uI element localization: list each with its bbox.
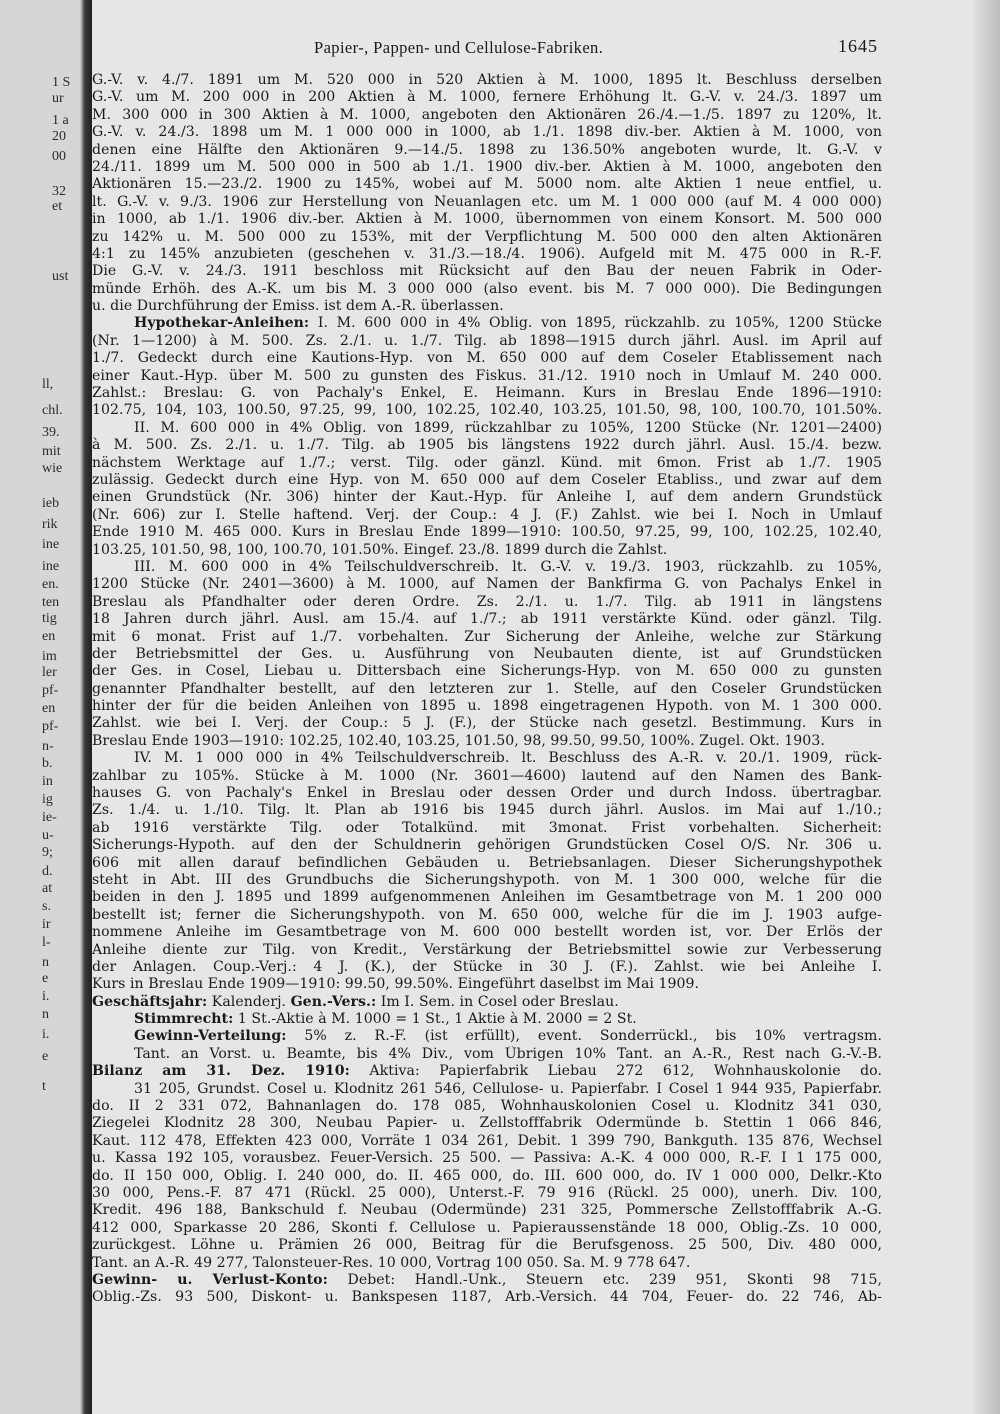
text-line bbox=[92, 820, 882, 837]
margin-fragment: 1 S bbox=[52, 75, 71, 90]
section-heading: Hypothekar-Anleihen: bbox=[134, 315, 310, 332]
margin-fragment: d. bbox=[42, 864, 53, 879]
line-text: zu 142% u. M. 500 000 zu 153%, mit der Verpflichtung M. 500 000 den alten Aktionären bbox=[92, 228, 882, 245]
line-text: (Nr. 606) zur I. Stelle haftend. Verj. der Coup.: 4 J. (F.) Zahlst. wie bei I. Noch in Umlauf bbox=[92, 506, 882, 523]
margin-fragment: ie- bbox=[42, 810, 57, 825]
text-line bbox=[92, 889, 882, 906]
text-line bbox=[92, 1115, 882, 1132]
line-text: denen eine Hälfte den Aktionären 9.—14./5. 1898 zu 136.50% angeboten wurde, lt. G.-V. v bbox=[92, 141, 882, 158]
margin-fragment: et bbox=[52, 199, 63, 214]
margin-fragment: n- bbox=[42, 739, 54, 754]
text-line bbox=[92, 559, 882, 576]
line-text: münde Erhöh. des A.-K. um bis M. 3 000 000 (also event. bis M. 7 000 000). Die Bedingungen bbox=[92, 280, 882, 297]
line-text: II. M. 600 000 in 4% Oblig. von 1899, rückzahlbar zu 105%, 1200 Stücke (Nr. 1201—2400) bbox=[134, 419, 882, 436]
text-line bbox=[92, 1202, 882, 1219]
section-heading: Gewinn- u. Verlust-Konto: bbox=[92, 1271, 328, 1288]
section-heading: Gen.-Vers.: bbox=[290, 993, 377, 1010]
text-line bbox=[92, 768, 882, 785]
text-line bbox=[92, 855, 882, 872]
text-line bbox=[92, 368, 882, 385]
text-line bbox=[92, 159, 882, 176]
line-text: 24./11. 1899 um M. 500 000 in 500 ab 1./1. 1900 div.-ber. Aktien à M. 1000, angeboten den bbox=[92, 158, 882, 175]
line-text: Zahlst.: Breslau: G. von Pachaly's Enkel, E. Heimann. Kurs in Breslau Ende 1896—1910: bbox=[92, 385, 882, 402]
text-line bbox=[92, 1185, 882, 1202]
text-line bbox=[92, 350, 882, 367]
line-text: Kalenderj. bbox=[207, 993, 291, 1010]
text-line bbox=[92, 611, 882, 628]
line-text: lt. G.-V. v. 9./3. 1906 zur Herstellung von Neuanlagen etc. um M. 1 000 000 (auf M. 4 000 000) bbox=[92, 193, 882, 210]
margin-fragment: i. bbox=[42, 989, 50, 1004]
document-page bbox=[92, 0, 1000, 1414]
line-text: 5% z. R.-F. (ist erfüllt), event. Sonderrückl., bis 10% vertragsm. bbox=[286, 1028, 882, 1045]
line-text: Im I. Sem. in Cosel oder Breslau. bbox=[376, 993, 619, 1010]
line-text: u. die Durchführung der Emiss. ist dem A.-R. überlassen. bbox=[92, 298, 504, 315]
text-line bbox=[92, 994, 882, 1011]
text-line bbox=[92, 229, 882, 246]
text-line bbox=[92, 629, 882, 646]
line-text: beiden in den J. 1895 und 1899 aufgenommenen Anleihen im Gesamtbetrage von M. 1 200 000 bbox=[92, 889, 882, 906]
text-line bbox=[92, 1028, 882, 1045]
text-line bbox=[92, 385, 882, 402]
margin-fragment: e bbox=[42, 1049, 49, 1064]
line-text: Die G.-V. v. 24./3. 1911 beschloss mit Rücksicht auf den Bau der neuen Fabrik in Oder- bbox=[92, 263, 882, 280]
line-text: zulässig. Gedeckt durch eine Hyp. von M. 650 000 auf dem Coseler Etabliss., und zwar auf dem bbox=[92, 471, 882, 488]
section-heading: Bilanz am 31. Dez. 1910: bbox=[92, 1063, 350, 1080]
text-line bbox=[92, 959, 882, 976]
line-text: Sicherungs-Hypoth. auf den der Schuldnerin gehörigen Grundstücken Cosel O/S. Nr. 306 u. bbox=[92, 837, 882, 854]
text-line bbox=[92, 1063, 882, 1080]
margin-fragment: mit bbox=[42, 444, 61, 459]
text-line bbox=[92, 402, 882, 419]
text-line bbox=[92, 89, 882, 106]
text-line bbox=[92, 802, 882, 819]
line-text: do. II 150 000, Oblig. I. 240 000, do. II. 465 000, do. III. 600 000, do. IV 1 000 000, Delkr.-Kto bbox=[92, 1167, 882, 1184]
line-text: Anleihe diente zur Tilg. von Kredit., Verstärkung der Betriebsmittel sowie zur Verbesserung bbox=[92, 941, 882, 958]
line-text: Oblig.-Zs. 93 500, Diskont- u. Bankspesen 1187, Arb.-Versich. 44 704, Feuer- do. 22 746, Ab- bbox=[92, 1289, 882, 1306]
margin-fragment: t bbox=[42, 1079, 46, 1094]
margin-fragment: b. bbox=[42, 756, 53, 771]
previous-page-edge bbox=[0, 0, 92, 1414]
text-line bbox=[92, 176, 882, 193]
margin-fragment: at bbox=[42, 881, 53, 896]
margin-fragment: ieb bbox=[42, 496, 60, 511]
margin-fragment: in bbox=[42, 774, 53, 789]
margin-fragment: 00 bbox=[52, 149, 66, 164]
line-text: Zahlst. wie bei I. Verj. der Coup.: 5 J. (F.), der Stücke nach gesetzl. Bestimmung. Kurs in bbox=[92, 715, 882, 732]
text-line bbox=[92, 1255, 882, 1272]
margin-fragment: pf- bbox=[42, 683, 59, 698]
text-line bbox=[92, 1011, 882, 1028]
margin-fragment: im bbox=[42, 649, 57, 664]
text-line bbox=[92, 1289, 882, 1306]
margin-fragment: ur bbox=[52, 91, 64, 106]
page-gutter-shadow bbox=[80, 0, 92, 1414]
text-line bbox=[92, 1220, 882, 1237]
text-line bbox=[92, 1046, 882, 1063]
page-number: 1645 bbox=[838, 36, 878, 56]
line-text: hinter der für die beiden Anleihen von 1895 u. 1898 eingetragenen Hypoth. von M. 1 300 000. bbox=[92, 698, 882, 715]
text-line bbox=[92, 1081, 882, 1098]
margin-fragment: ig bbox=[42, 792, 53, 807]
margin-fragment: rik bbox=[42, 517, 58, 532]
text-line bbox=[92, 646, 882, 663]
text-line bbox=[92, 246, 882, 263]
margin-fragment: i. bbox=[42, 1027, 50, 1042]
margin-fragment: tig bbox=[42, 611, 57, 626]
text-line bbox=[92, 107, 882, 124]
text-line bbox=[92, 542, 882, 559]
text-line bbox=[92, 663, 882, 680]
line-text: Kaut. 112 478, Effekten 423 000, Vorräte 1 034 261, Debit. 1 399 790, Bankguth. 135 876, Wechsel bbox=[92, 1132, 882, 1149]
line-text: 1200 Stücke (Nr. 2401—3600) à M. 1000, auf Namen der Bankfirma G. von Pachalys Enkel in bbox=[92, 576, 882, 593]
line-text: der Anlagen. Coup.-Verj.: 4 J. (K.), der Stücke in 30 J. (F.). Zahlst. wie bei Anleihe I. bbox=[92, 958, 882, 975]
text-line bbox=[92, 124, 882, 141]
text-line bbox=[92, 1098, 882, 1115]
line-text: I. M. 600 000 in 4% Oblig. von 1895, rückzahlb. zu 105%, 1200 Stücke bbox=[309, 315, 882, 332]
text-line bbox=[92, 437, 882, 454]
margin-fragment: ll, bbox=[42, 377, 54, 392]
margin-fragment: chl. bbox=[42, 403, 63, 418]
line-text: mit 6 monat. Frist auf 1./7. vorbehalten. Zur Sicherung der Anleihe, welche zur Stärkung bbox=[92, 628, 882, 645]
margin-fragment: en. bbox=[42, 577, 59, 592]
line-text: Tant. an Vorst. u. Beamte, bis 4% Div., vom Übrigen 10% Tant. an A.-R., Rest nach G.-V.-B. bbox=[134, 1045, 882, 1062]
line-text: u. Kassa 192 105, vorausbez. Feuer-Versich. 25 500. — Passiva: A.-K. 4 000 000, R.-F. I 1 175 000, bbox=[92, 1150, 882, 1167]
line-text: G.-V. v. 4./7. 1891 um M. 520 000 in 520 Aktien à M. 1000, 1895 lt. Beschluss derselben bbox=[92, 72, 882, 88]
section-heading: Geschäftsjahr: bbox=[92, 993, 208, 1010]
text-line bbox=[92, 333, 882, 350]
line-text: Ende 1910 M. 465 000. Kurs in Breslau Ende 1899—1910: 100.50, 97.25, 99, 100, 102.25, 102.40, bbox=[92, 524, 882, 541]
margin-fragment: 32 bbox=[52, 184, 66, 199]
text-line bbox=[92, 750, 882, 767]
line-text: zurückgest. Löhne u. Prämien 26 000, Beitrag für die Berufsgenoss. 25 500, Div. 480 000, bbox=[92, 1237, 882, 1254]
line-text: 1./7. Gedeckt durch eine Kautions-Hyp. von M. 650 000 auf dem Coseler Etablissement nach bbox=[92, 350, 882, 367]
line-text: Tant. an A.-R. 49 277, Talonsteuer-Res. 10 000, Vortrag 100 050. Sa. M. 9 778 647. bbox=[92, 1254, 691, 1271]
line-text: in 1000, ab 1./1. 1906 div.-ber. Aktien à M. 1000, übernommen von einem Konsort. M. 500 000 bbox=[92, 211, 882, 228]
margin-fragment: s. bbox=[42, 899, 51, 914]
text-line bbox=[92, 420, 882, 437]
text-line bbox=[92, 489, 882, 506]
line-text: Kurs in Breslau Ende 1909—1910: 99.50, 99.50%. Eingeführt daselbst im Mai 1909. bbox=[92, 976, 700, 993]
line-text: einer Kaut.-Hyp. über M. 500 zu gunsten des Fiskus. 31./12. 1910 noch in Umlauf M. 240 000. bbox=[92, 367, 882, 384]
margin-fragment: 39. bbox=[42, 425, 60, 440]
line-text: 103.25, 101.50, 98, 100, 100.70, 101.50%. Eingef. 23./8. 1899 durch die Zahlst. bbox=[92, 541, 668, 558]
line-text: nommene Anleihe im Gesamtbetrage von M. 600 000 bestellt worden ist, vor. Der Erlös der bbox=[92, 924, 882, 941]
line-text: Breslau als Pfandhalter oder deren Ordre. Zs. 2./1. u. 1./7. Tilg. ab 1911 in längstens bbox=[92, 593, 882, 610]
line-text: G.-V. v. 24./3. 1898 um M. 1 000 000 in 1000, ab 1./1. 1898 div.-ber. Aktien à M. 1000, von bbox=[92, 124, 882, 141]
margin-fragment: ten bbox=[42, 595, 60, 610]
line-text: do. II 2 331 072, Bahnanlagen do. 178 085, Wohnhauskolonien Cosel u. Klodnitz 341 030, bbox=[92, 1098, 882, 1115]
text-line bbox=[92, 298, 882, 315]
line-text: Aktionären 15.—23./2. 1900 zu 145%, wobei auf M. 5000 nom. alte Aktien 1 neue entfiel, u. bbox=[92, 176, 882, 193]
margin-fragment: ir bbox=[42, 917, 51, 932]
line-text: hauses G. von Pachaly's Enkel in Breslau oder dessen Order und durch Indoss. übertragbar. bbox=[92, 785, 882, 802]
margin-fragment: 20 bbox=[52, 129, 66, 144]
text-line bbox=[92, 263, 882, 280]
margin-fragment: ine bbox=[42, 559, 60, 574]
text-line bbox=[92, 315, 882, 332]
line-text: Kredit. 496 188, Bankschuld f. Neubau (Odermünde) 231 325, Pommersche Zellstofffabrik A.-G. bbox=[92, 1202, 882, 1219]
line-text: Ziegelei Klodnitz 28 300, Neubau Papier- u. Zellstofffabrik Odermünde b. Stettin 1 066 846, bbox=[92, 1115, 882, 1132]
margin-fragment: pf- bbox=[42, 719, 59, 734]
margin-fragment: e bbox=[42, 971, 49, 986]
text-line bbox=[92, 924, 882, 941]
text-line bbox=[92, 1272, 882, 1289]
margin-fragment: u- bbox=[42, 828, 54, 843]
line-text: III. M. 600 000 in 4% Teilschuldverschreib. lt. G.-V. v. 19./3. 1903, rückzahlb. zu 105%, bbox=[134, 558, 882, 575]
margin-fragment: wie bbox=[42, 461, 63, 476]
line-text: 606 mit allen darauf befindlichen Gebäuden u. Betriebsanlagen. Dieser Sicherungshypothek bbox=[92, 854, 882, 871]
text-line bbox=[92, 976, 882, 993]
margin-fragment: 9; bbox=[42, 845, 53, 860]
line-text: M. 300 000 in 300 Aktien à M. 1000, angeboten den Aktionären 26./4.—1./5. 1897 zu 120%, lt. bbox=[92, 106, 882, 123]
running-header bbox=[92, 38, 972, 62]
text-line bbox=[92, 594, 882, 611]
line-text: Zs. 1./4. u. 1./10. Tilg. lt. Plan ab 1916 bis 1945 durch jährl. Auslos. im Mai auf 1./10.; bbox=[92, 802, 882, 819]
section-heading: Gewinn-Verteilung: bbox=[134, 1028, 287, 1045]
margin-fragment: ler bbox=[42, 665, 57, 680]
line-text: G.-V. um M. 200 000 in 200 Aktien à M. 1000, fernere Erhöhung lt. G.-V. v. 24./3. 1897 um bbox=[92, 89, 882, 106]
text-line bbox=[92, 576, 882, 593]
text-line bbox=[92, 1237, 882, 1254]
line-text: Breslau Ende 1903—1910: 102.25, 102.40, 103.25, 101.50, 98, 99.50, 99.50, 100%. Zugel. Okt. 1903. bbox=[92, 732, 825, 749]
margin-fragment: n bbox=[42, 1007, 49, 1022]
text-line bbox=[92, 837, 882, 854]
line-text: 1 St.-Aktie à M. 1000 = 1 St., 1 Aktie à M. 2000 = 2 St. bbox=[233, 1011, 637, 1028]
line-text: 31 205, Grundst. Cosel u. Klodnitz 261 546, Cellulose- u. Papierfabr. I Cosel 1 944 935, Papierfabr. bbox=[134, 1080, 882, 1097]
text-line bbox=[92, 942, 882, 959]
line-text: 4:1 zu 145% anzubieten (geschehen v. 31./3.—18./4. 1906). Aufgeld mit M. 475 000 in R.-F. bbox=[92, 245, 882, 262]
line-text: der Betriebsmittel der Ges. u. Ausführung von Neubauten diente, ist auf Grundstücken bbox=[92, 645, 882, 662]
margin-fragment: en bbox=[42, 701, 56, 716]
page-right-shadow bbox=[970, 0, 1000, 1414]
text-line bbox=[92, 472, 882, 489]
text-line bbox=[92, 681, 882, 698]
line-text: à M. 500. Zs. 2./1. u. 1./7. Tilg. ab 1905 bis längstens 1922 durch jährl. Ausl. 15./4. bezw. bbox=[92, 437, 882, 454]
line-text: genannter Pfandhalter bestellt, auf den letzteren zur 1. Stelle, auf den Coseler Grundstücken bbox=[92, 680, 882, 697]
text-line bbox=[92, 907, 882, 924]
line-text: Aktiva: Papierfabrik Liebau 272 612, Wohnhauskolonie do. bbox=[349, 1063, 882, 1080]
text-line bbox=[92, 507, 882, 524]
margin-fragment: ust bbox=[52, 269, 69, 284]
text-line bbox=[92, 142, 882, 159]
text-line bbox=[92, 733, 882, 750]
section-heading: Stimmrecht: bbox=[134, 1011, 234, 1028]
text-line bbox=[92, 524, 882, 541]
text-line bbox=[92, 211, 882, 228]
text-line bbox=[92, 1133, 882, 1150]
text-line bbox=[92, 1168, 882, 1185]
margin-fragment: n bbox=[42, 955, 49, 970]
page-body-text bbox=[92, 72, 882, 1307]
line-text: zahlbar zu 105%. Stücke à M. 1000 (Nr. 3601—4600) lautend auf den Namen des Bank- bbox=[92, 767, 882, 784]
line-text: Debet: Handl.-Unk., Steuern etc. 239 951, Skonti 98 715, bbox=[327, 1271, 882, 1288]
text-line bbox=[92, 785, 882, 802]
line-text: 18 Jahren durch jährl. Ausl. am 15./4. auf 1./7.; ab 1911 verstärkte Künd. oder gänzl. Tilg. bbox=[92, 611, 882, 628]
text-line bbox=[92, 1150, 882, 1167]
margin-fragment: 1 a bbox=[52, 113, 69, 128]
text-line bbox=[92, 872, 882, 889]
header-title: Papier-, Pappen- und Cellulose-Fabriken. bbox=[314, 38, 604, 57]
margin-fragment: ine bbox=[42, 537, 60, 552]
line-text: der Ges. in Cosel, Liebau u. Dittersbach eine Sicherungs-Hyp. von M. 650 000 zu gunsten bbox=[92, 663, 882, 680]
line-text: nächstem Werktage auf 1./7.; verst. Tilg. oder gänzl. Künd. mit 6mon. Frist ab 1./7. 1905 bbox=[92, 454, 882, 471]
line-text: ab 1916 verstärkte Tilg. oder Totalkünd. mit 3monat. Frist vorbehalten. Sicherheit: bbox=[92, 819, 882, 836]
line-text: 30 000, Pens.-F. 87 471 (Rückl. 25 000), Unterst.-F. 79 916 (Rückl. 25 000), unerh. Div. 100, bbox=[92, 1185, 882, 1201]
line-text: 102.75, 104, 103, 100.50, 97.25, 99, 100, 102.25, 102.40, 103.25, 101.50, 98, 100, 100.70, 101.50%. bbox=[92, 402, 882, 419]
line-text: steht in Abt. III des Grundbuchs die Sicherungshypoth. von M. 1 300 000, welche für die bbox=[92, 871, 882, 888]
line-text: einen Grundstück (Nr. 306) hinter der Kaut.-Hyp. für Anleihe I, auf dem andern Grundstück bbox=[92, 489, 882, 506]
margin-fragment: l- bbox=[42, 935, 51, 950]
text-line bbox=[92, 281, 882, 298]
line-text: bestellt ist; ferner die Sicherungshypoth. von M. 650 000, welche für die im J. 1903 aufge- bbox=[92, 906, 882, 923]
margin-fragment: en bbox=[42, 629, 56, 644]
line-text: (Nr. 1—1200) à M. 500. Zs. 2./1. u. 1./7. Tilg. ab 1898—1915 durch jährl. Ausl. im April auf bbox=[92, 332, 882, 349]
text-line bbox=[92, 455, 882, 472]
text-line bbox=[92, 698, 882, 715]
line-text: IV. M. 1 000 000 in 4% Teilschuldverschreib. lt. Beschluss des A.-R. v. 20./1. 1909, rück- bbox=[134, 750, 882, 767]
line-text: 412 000, Sparkasse 20 286, Skonti f. Cellulose u. Papieraussenstände 18 000, Oblig.-Zs. 10 000, bbox=[92, 1219, 882, 1236]
text-line bbox=[92, 194, 882, 211]
text-line bbox=[92, 715, 882, 732]
text-line bbox=[92, 72, 882, 89]
